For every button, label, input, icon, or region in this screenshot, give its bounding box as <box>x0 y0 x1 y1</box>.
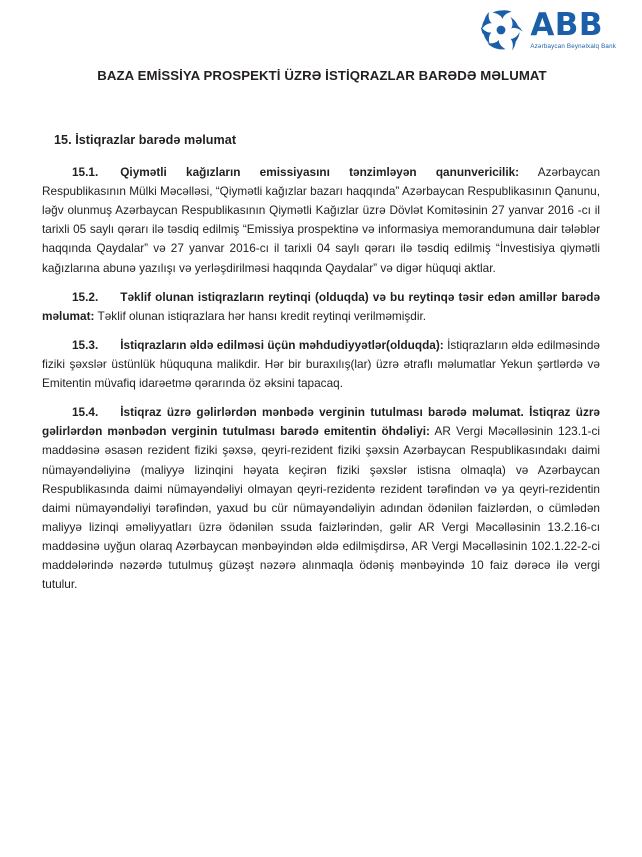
clause-15-1 <box>42 163 600 278</box>
clause-15-4 <box>42 403 600 594</box>
clause-body: Azərbaycan Respublikasının Mülki Məcəlləsi, “Qiymətli kağızlar bazarı haqqında” Azərbaycan Respublikasının Qanunu, ləğv olunmuş Azərbaycan Respublikasının Qiymətli Kağızlar üzrə Dövlət Komitəsinin 27 yanvar 2016 -cı il tarixli 05 saylı qərarı ilə təsdiq edilmiş “Emissiya prospektinə və informasiya memorandumuna dair tələblər haqqında Qaydalar” və 27 yanvar 2016-cı il tarixli 04 saylı qərarı ilə təsdiq edilmiş “İnvestisiya qiymətli kağızlarına abunə yazılışı və yerləşdirilməsi haqqında Qaydalar” və digər hüquqi aktlar. <box>42 165 601 275</box>
abb-swirl-logo-icon <box>479 8 523 52</box>
brand-subtitle: Azərbaycan Beynəlxalq Bank <box>530 42 616 50</box>
brand-logo <box>479 8 616 52</box>
clause-lead: Qiymətli kağızların emissiyasını tənzimləyən qanunvericilik: <box>120 165 520 179</box>
brand-text <box>530 6 616 50</box>
clause-body: Təklif olunan istiqrazlara hər hansı kredit reytinqi verilməmişdir. <box>97 308 427 323</box>
section-heading: 15. İstiqrazlar barədə məlumat <box>54 133 237 147</box>
clause-body: AR Vergi Məcəlləsinin 123.1-ci maddəsinə əsasən rezident fiziki şəxsə, qeyri-rezident fiziki şəxsin Azərbaycan Respublikasındakı daimi nümayəndəliyinə (maliyyə lizinqini həyata keçirən fiziki şəxslər istisna olmaqla) və Azərbaycan Respublikasında daimi nümayəndəliyi olmayan qeyri-rezidentə rezident tərəfindən və ya qeyri-rezidentin daimi nümayəndəliyi tərəfindən, yaxud bu cür nümayəndəliyin adından ödənilən faizlərdən, o cümlədən maliyyə lizinqi əməliyyatları üzrə ödənilən ssuda faizlərindən, gəlir AR Vergi Məcəlləsinin 13.2.16-cı maddəsinə uyğun olaraq Azərbaycan mənbəyindən əldə edilmişdirsə, AR Vergi Məcəlləsinin 102.1.22-2-ci maddələrində nəzərdə tutulmuş güzəşt nəzərə alınmaqla ödəniş mənbəyində 10 faiz dərəcə ilə vergi tutulur. <box>42 424 600 592</box>
clause-15-2 <box>42 288 600 326</box>
clause-number: 15.1. <box>72 165 99 179</box>
clause-lead: İstiqrazların əldə edilməsi üçün məhdudiyyətlər(olduqda): <box>120 337 444 352</box>
clause-body: İstiqrazların əldə edilməsində fiziki şəxslər üstünlük hüququna malikdir. Hər bir buraxılış(lar) üzrə ətraflı məlumatlar Yekun şərtlərdə və Emitentin müvafiq idarəetmə qərarında öz əksini tapacaq. <box>42 337 600 391</box>
clause-lead: Təklif olunan istiqrazların reytinqi (olduqda) və bu reytinqə təsir edən amillər barədə məlumat: <box>42 289 600 323</box>
clause-lead: İstiqraz üzrə gəlirlərdən mənbədə verginin tutulması barədə məlumat. İstiqraz üzrə gəlirlərdən mənbədən verginin tutulması barədə emitentin öhdəliyi: <box>42 405 600 439</box>
clause-15-3 <box>42 336 600 393</box>
clause-number: 15.2. <box>72 289 99 304</box>
clause-number: 15.4. <box>72 405 99 420</box>
clause-number: 15.3. <box>72 337 99 352</box>
document-body <box>0 133 642 604</box>
brand-name: ABB <box>530 6 604 43</box>
page-title: BAZA EMİSSİYA PROSPEKTİ ÜZRƏ İSTİQRAZLAR BARƏDƏ MƏLUMAT <box>97 68 547 83</box>
